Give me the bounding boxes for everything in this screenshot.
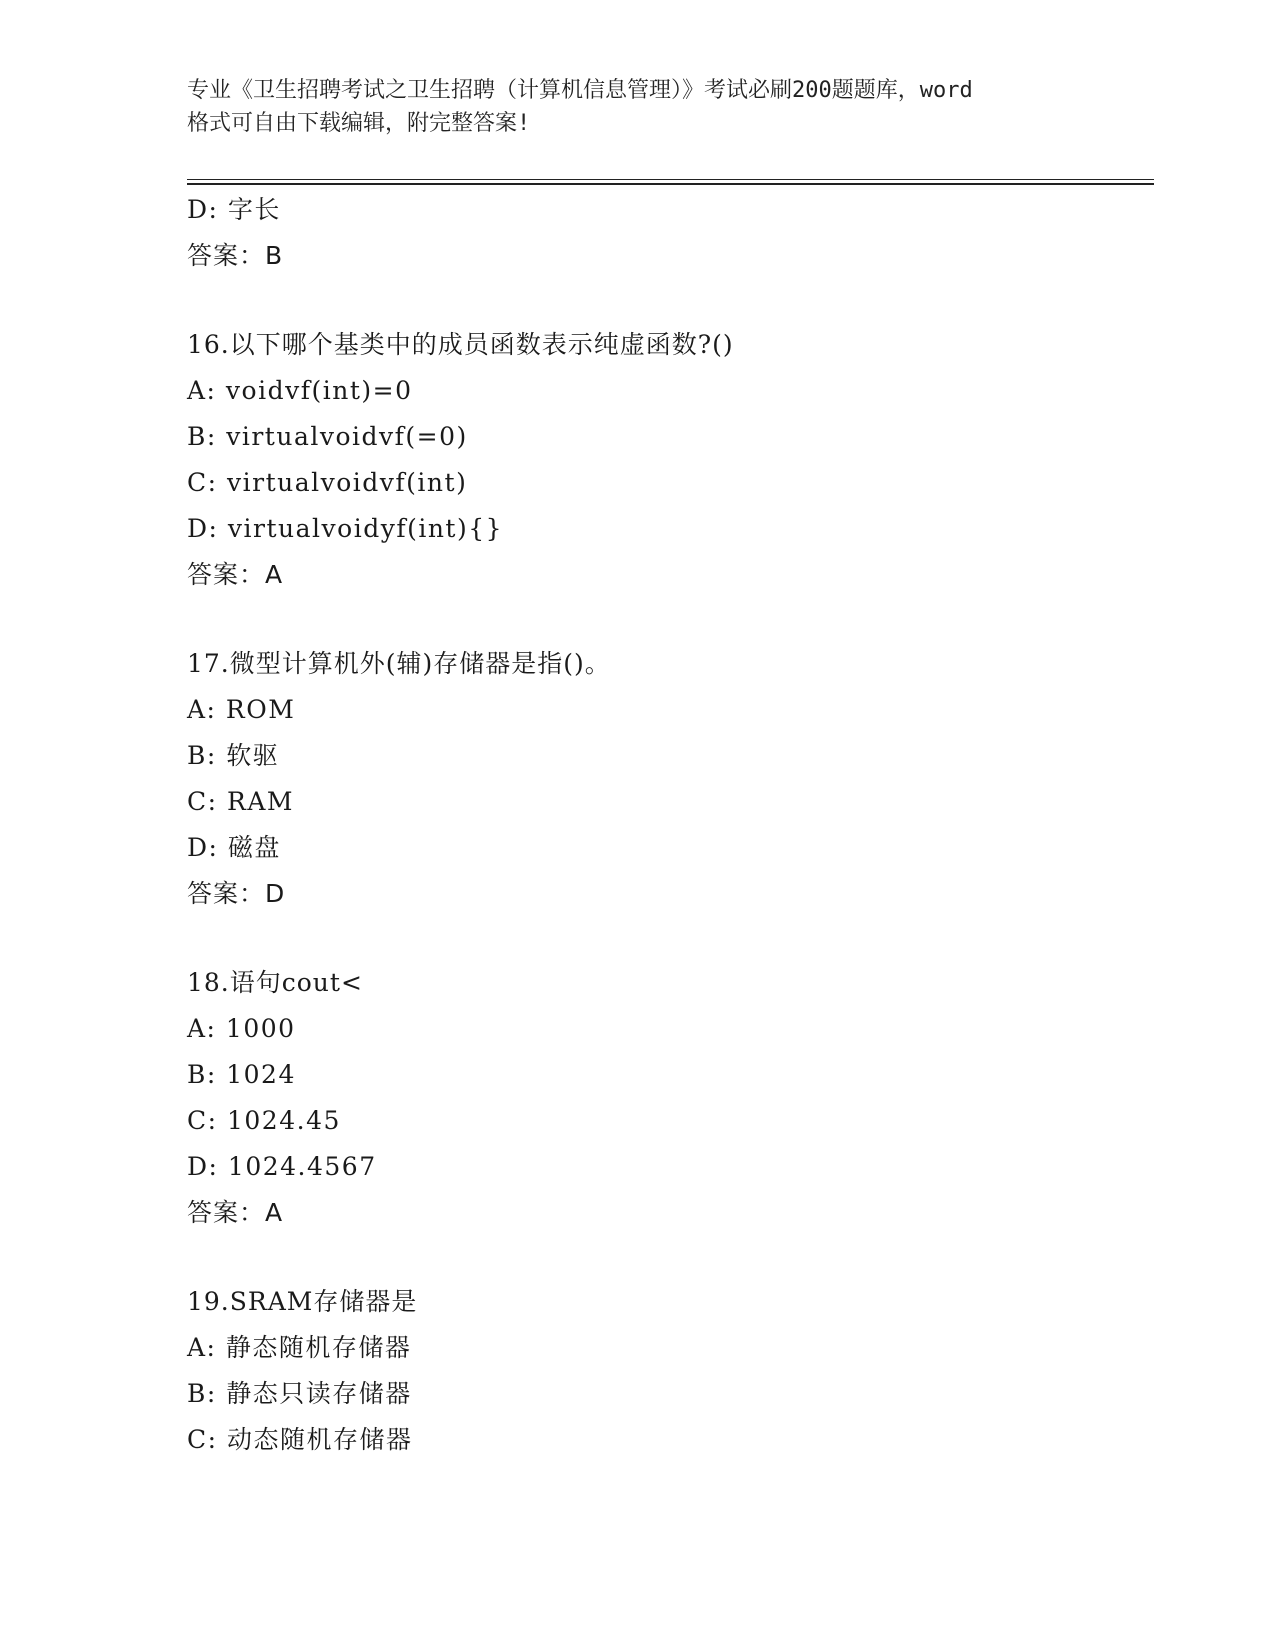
option-text: A: ROM (187, 695, 296, 724)
option-text: C: RAM (187, 787, 294, 816)
block-gap (187, 1236, 1154, 1279)
block-gap (187, 598, 1154, 641)
option-text: B: 1024 (187, 1060, 296, 1089)
question-text: 19.SRAM存储器是 (187, 1287, 418, 1316)
question-block (187, 641, 1154, 917)
block-gap (187, 917, 1154, 960)
answer-text: 答案：A (187, 1198, 284, 1227)
option-text: B: 软驱 (187, 741, 280, 770)
question-text: 16.以下哪个基类中的成员函数表示纯虚函数?() (187, 330, 734, 359)
question-block (187, 1279, 1154, 1463)
question-text: 17.微型计算机外(辅)存储器是指()。 (187, 649, 611, 678)
answer-text: 答案：B (187, 241, 284, 270)
option-text: A: 静态随机存储器 (187, 1333, 412, 1362)
block-gap (187, 279, 1154, 322)
question-list (187, 187, 1154, 1463)
header-rule-thin (187, 179, 1154, 180)
answer-text: 答案：D (187, 879, 286, 908)
header-line-1: 专业《卫生招聘考试之卫生招聘（计算机信息管理）》考试必刷200题题库，word (187, 78, 973, 103)
option-text: D: virtualvoidyf(int){} (187, 514, 504, 543)
header-rule-thick (187, 183, 1154, 185)
option-text: D: 磁盘 (187, 833, 281, 862)
option-text: D: 字长 (187, 195, 281, 224)
option-text: A: voidvf(int)=0 (187, 376, 413, 405)
question-text: 18.语句cout< (187, 968, 363, 997)
header-line-2: 格式可自由下载编辑，附完整答案! (187, 111, 531, 136)
option-text: D: 1024.4567 (187, 1152, 377, 1181)
option-text: C: 1024.45 (187, 1106, 341, 1135)
option-text: C: virtualvoidvf(int) (187, 468, 468, 497)
answer-text: 答案：A (187, 560, 284, 589)
option-text: B: 静态只读存储器 (187, 1379, 412, 1408)
option-text: B: virtualvoidvf(=0) (187, 422, 468, 451)
option-text: A: 1000 (187, 1014, 296, 1043)
question-block (187, 322, 1154, 598)
question-block (187, 187, 1154, 279)
option-text: C: 动态随机存储器 (187, 1425, 413, 1454)
question-block (187, 960, 1154, 1236)
document-header (187, 74, 1087, 140)
